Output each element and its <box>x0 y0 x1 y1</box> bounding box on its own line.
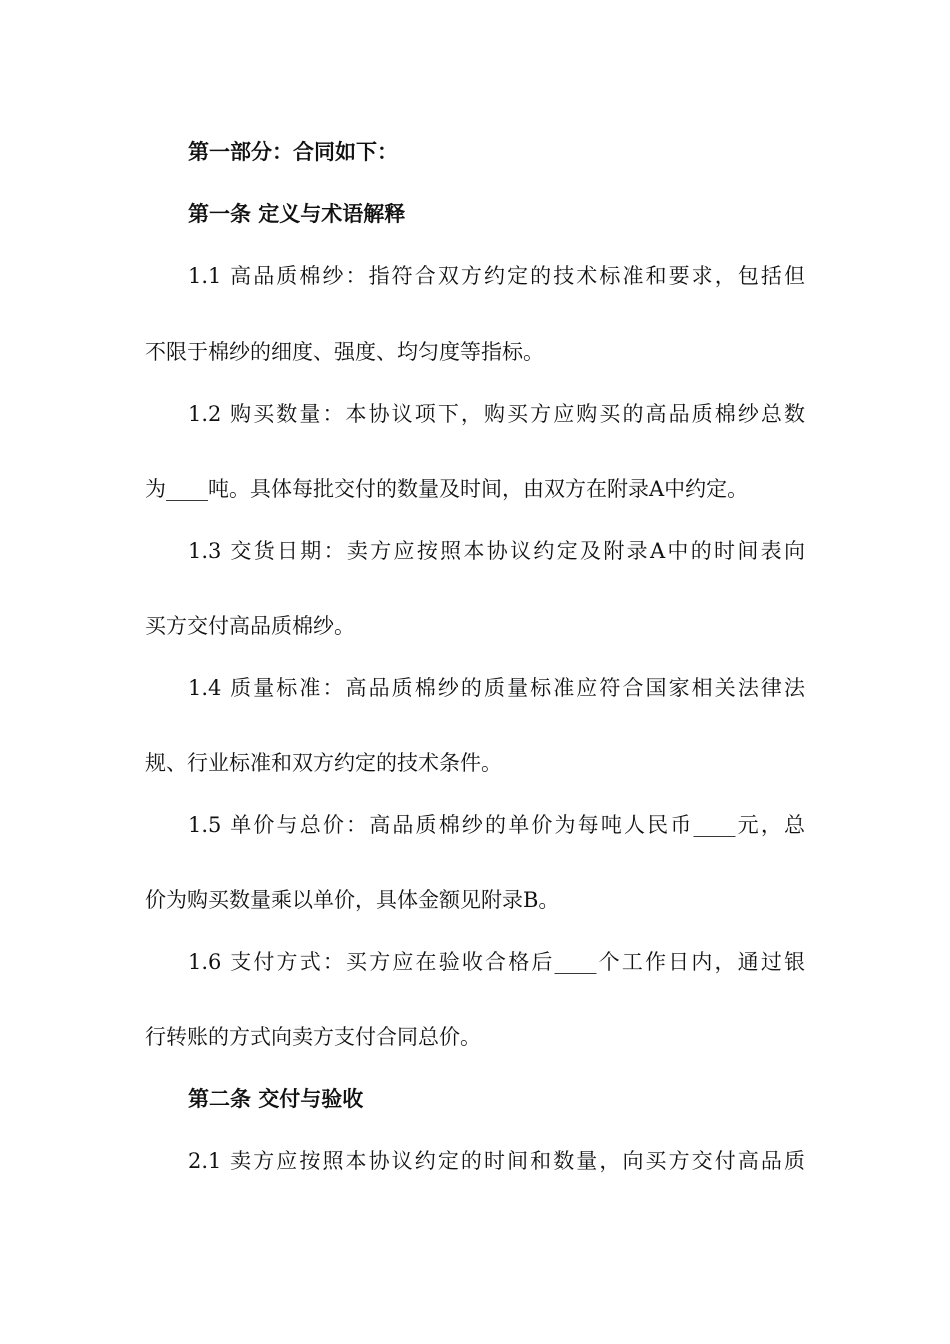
clause-2-1-line-1: 2.1 卖方应按照本协议约定的时间和数量，向买方交付高品质 <box>188 1149 805 1173</box>
clause-1-6-line-2: 行转账的方式向卖方支付合同总价。 <box>145 1025 481 1049</box>
part-title: 第一部分：合同如下： <box>188 140 398 164</box>
clause-1-5-line-1: 1.5 单价与总价：高品质棉纱的单价为每吨人民币____元，总 <box>188 813 805 837</box>
clause-1-1-line-2: 不限于棉纱的细度、强度、均匀度等指标。 <box>145 340 544 364</box>
clause-1-4-line-2: 规、行业标准和双方约定的技术条件。 <box>145 751 502 775</box>
clause-1-3-line-2: 买方交付高品质棉纱。 <box>145 614 355 638</box>
clause-1-5-line-2: 价为购买数量乘以单价，具体金额见附录B。 <box>145 888 560 912</box>
clause-1-2-line-1: 1.2 购买数量：本协议项下，购买方应购买的高品质棉纱总数 <box>188 402 805 426</box>
clause-1-6-line-1: 1.6 支付方式：买方应在验收合格后____个工作日内，通过银 <box>188 950 805 974</box>
clause-1-2-line-2: 为____吨。具体每批交付的数量及时间，由双方在附录A中约定。 <box>145 477 749 501</box>
clause-1-4-line-1: 1.4 质量标准：高品质棉纱的质量标准应符合国家相关法律法 <box>188 676 805 700</box>
clause-1-1-line-1: 1.1 高品质棉纱：指符合双方约定的技术标准和要求，包括但 <box>188 264 805 288</box>
clause-1-3-line-1: 1.3 交货日期：卖方应按照本协议约定及附录A中的时间表向 <box>188 539 805 563</box>
article-2-title: 第二条 交付与验收 <box>188 1087 364 1111</box>
article-1-title: 第一条 定义与术语解释 <box>188 202 406 226</box>
